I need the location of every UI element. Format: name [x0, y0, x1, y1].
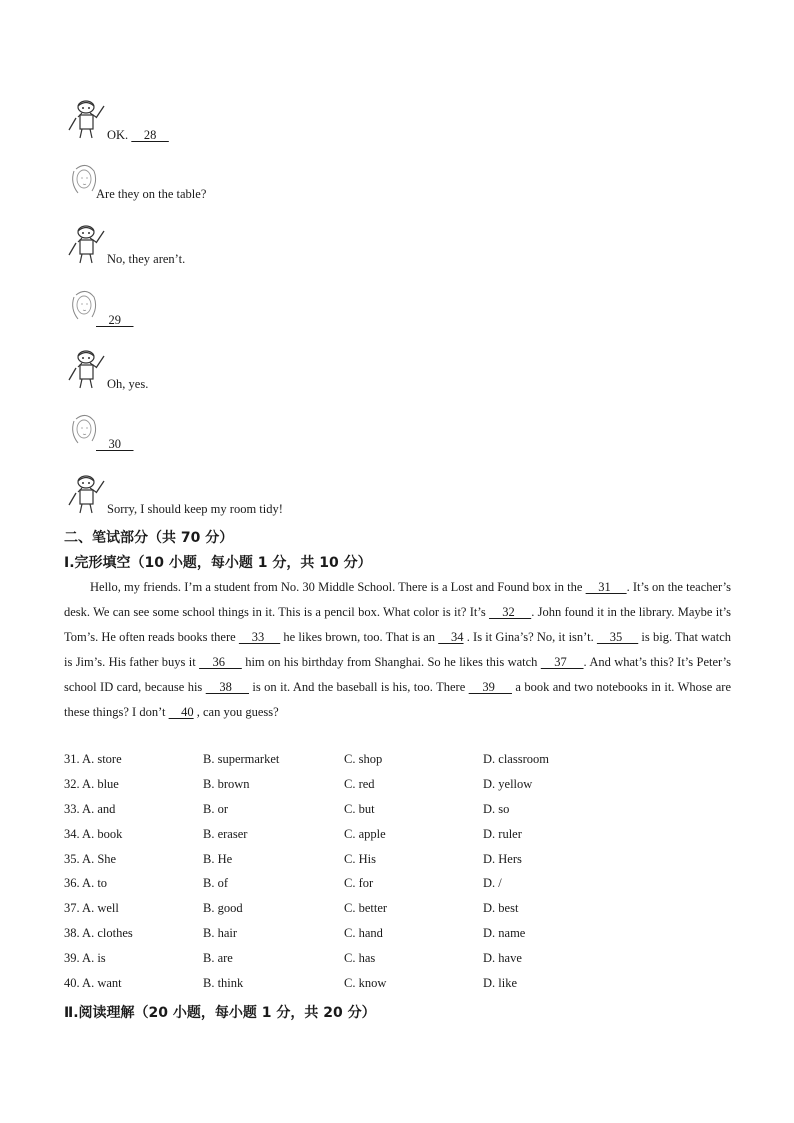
passage-text: is big. That watch is Jim’s. His father buys it — [64, 630, 732, 669]
boy-avatar-icon — [66, 98, 110, 142]
passage-text: , can you guess? — [193, 705, 279, 719]
section-heading-cloze: Ⅰ.完形填空（10 小题，每小题 1 分，共 10 分） — [64, 555, 372, 571]
dialogue-text: Oh, yes. — [107, 377, 149, 391]
option-a: 36. A. to — [64, 876, 108, 891]
option-b: B. brown — [203, 776, 250, 791]
blank-34: 34 — [438, 630, 464, 644]
option-a: 31. A. store — [64, 752, 122, 766]
option-row — [64, 949, 744, 974]
option-d: D. yellow — [483, 776, 533, 791]
option-a: 33. A. and — [64, 801, 116, 816]
dialogue-line — [0, 473, 794, 533]
option-b: B. supermarket — [203, 752, 280, 766]
passage-text: is on it. And the baseball is his, too. There — [249, 680, 469, 694]
blank-36: 36 — [199, 655, 242, 669]
option-d: D. ruler — [483, 826, 522, 841]
blank-28: 28 — [131, 128, 169, 142]
blank-29: 29 — [96, 313, 134, 327]
dialogue-line — [0, 98, 794, 158]
passage-text: he likes brown, too. That is an — [280, 630, 439, 644]
option-a: 34. A. book — [64, 826, 123, 841]
dialogue-line — [0, 223, 794, 283]
passage-text: . Is it Gina’s? No, it isn’t. — [463, 630, 597, 644]
passage-text: a book and two notebooks in it. Whose are these things? I don’t — [64, 680, 732, 719]
option-b: B. eraser — [203, 826, 248, 841]
cloze-passage — [64, 575, 731, 725]
blank-31: 31 — [585, 580, 627, 594]
passage-text: . John found it in the library. Maybe it’s Tom’s. He often reads books there — [64, 605, 731, 644]
option-a: 37. A. well — [64, 901, 119, 916]
option-d: D. have — [483, 951, 522, 966]
option-b: B. He — [203, 851, 233, 866]
dialogue-text: Sorry, I should keep my room tidy! — [107, 502, 283, 516]
option-c: C. red — [344, 776, 375, 791]
option-a: 32. A. blue — [64, 776, 119, 791]
option-c: C. know — [344, 976, 387, 991]
blank-37: 37 — [540, 655, 584, 669]
boy-avatar-icon — [66, 348, 110, 392]
option-d: D. classroom — [483, 752, 549, 766]
dialogue-text: No, they aren’t. — [107, 252, 186, 266]
option-row — [64, 850, 744, 875]
option-c: C. better — [344, 901, 388, 916]
passage-text: him on his birthday from Shanghai. So he likes this watch — [241, 655, 541, 669]
option-row — [64, 825, 744, 850]
option-c: C. has — [344, 951, 376, 966]
option-b: B. of — [203, 876, 228, 891]
option-b: B. think — [203, 976, 244, 991]
option-row — [64, 899, 744, 924]
option-c: C. hand — [344, 926, 383, 941]
boy-avatar-icon — [66, 473, 110, 517]
option-row — [64, 974, 744, 999]
dialogue-line — [0, 413, 794, 473]
option-a: 39. A. is — [64, 951, 106, 966]
option-d: D. like — [483, 976, 518, 991]
dialogue-line — [0, 348, 794, 408]
option-d: D. name — [483, 926, 526, 941]
option-c: C. apple — [344, 826, 386, 841]
dialogue-line — [0, 289, 794, 349]
option-c: C. but — [344, 801, 375, 816]
option-a: 35. A. She — [64, 851, 117, 866]
section-heading-written: 二、笔试部分（共 70 分） — [64, 530, 234, 546]
blank-32: 32 — [489, 605, 532, 619]
option-a: 40. A. want — [64, 976, 122, 991]
blank-38: 38 — [205, 680, 249, 694]
dialogue-line — [0, 163, 794, 223]
passage-text: . And what’s this? It’s Peter’s school ID card, because his — [64, 655, 731, 694]
options-list — [64, 750, 744, 999]
option-c: C. His — [344, 851, 376, 866]
blank-39: 39 — [468, 680, 512, 694]
option-d: D. / — [483, 876, 502, 891]
option-c: C. for — [344, 876, 374, 891]
option-row — [64, 750, 744, 775]
section-heading-reading: Ⅱ.阅读理解（20 小题，每小题 1 分，共 20 分） — [64, 1005, 376, 1021]
option-d: D. best — [483, 901, 519, 916]
blank-33: 33 — [238, 630, 281, 644]
option-row — [64, 800, 744, 825]
option-b: B. good — [203, 901, 243, 916]
option-b: B. are — [203, 951, 233, 966]
dialogue-text: OK. — [107, 128, 132, 142]
passage-text: . It’s on the teacher’s desk. We can see some school things in it. This is a pencil box. What color is it? It’s — [64, 580, 732, 619]
passage-text: Hello, my friends. I’m a student from No. 30 Middle School. There is a Lost and Found box in the — [90, 580, 586, 594]
boy-avatar-icon — [66, 223, 110, 267]
dialogue-text: Are they on the table? — [96, 187, 207, 201]
option-b: B. or — [203, 801, 228, 816]
option-a: 38. A. clothes — [64, 926, 133, 941]
blank-35: 35 — [596, 630, 639, 644]
blank-40: 40 — [168, 705, 194, 719]
option-row — [64, 924, 744, 949]
option-c: C. shop — [344, 752, 383, 766]
option-d: D. so — [483, 801, 510, 816]
option-row — [64, 874, 744, 899]
option-d: D. Hers — [483, 851, 522, 866]
option-row — [64, 775, 744, 800]
blank-30: 30 — [96, 437, 134, 451]
option-b: B. hair — [203, 926, 238, 941]
